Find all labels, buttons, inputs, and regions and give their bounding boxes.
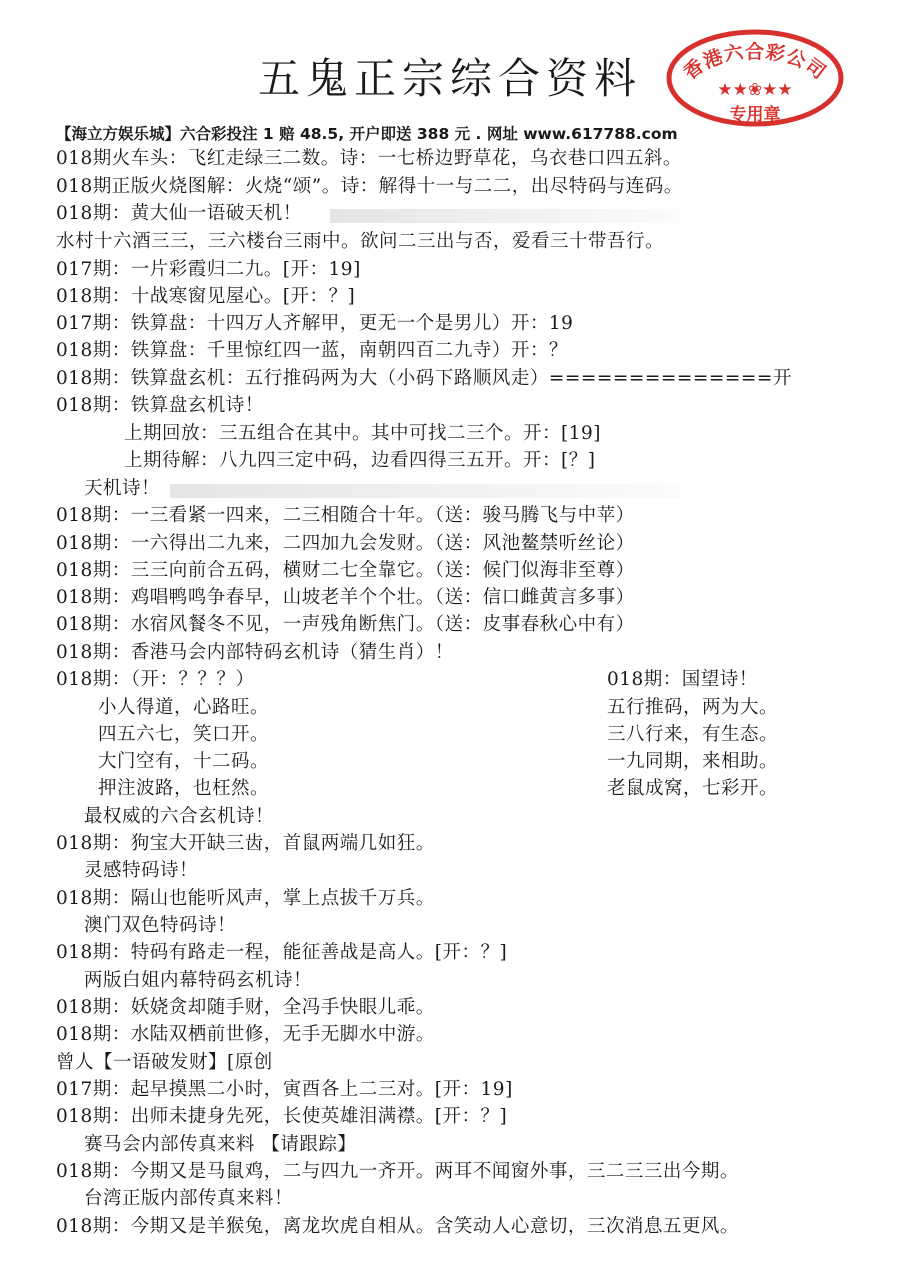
text-line: 018期：今期又是羊猴兔，离龙坎虎自相从。含笑动人心意切，三次消息五更风。 <box>56 1216 739 1237</box>
text-line: 018期：狗宝大开缺三齿，首鼠两端几如狂。 <box>56 833 435 854</box>
scan-smudge <box>170 484 680 498</box>
text-line: 017期：铁算盘：十四万人齐解甲，更无一个是男儿）开：19 <box>56 313 574 334</box>
text-line: 上期待解：八九四三定中码，边看四得三五开。开：[？] <box>124 450 596 471</box>
text-line: 018期：铁算盘：千里惊红四一蓝，南朝四百二九寺）开：？ <box>56 340 568 361</box>
section-heading: 赛马会内部传真来料 【请跟踪】 <box>84 1134 357 1155</box>
right-poem-line: 五行推码，两为大。 <box>607 697 779 718</box>
section-heading: 最权威的六合玄机诗！ <box>84 806 275 827</box>
text-line: 018期：铁算盘玄机：五行推码两为大（小码下路顺风走）==============开 <box>56 368 792 389</box>
stamp-company-text: 香港六合彩公司 <box>679 40 831 85</box>
poem-line: 四五六七，笑口开。 <box>98 724 270 745</box>
text-line: 018期：十战寒窗见屋心。[开：？] <box>56 286 356 307</box>
text-line: 水村十六酒三三，三六楼台三雨中。欲问二三出与否，爱看三十带吾行。 <box>56 231 665 252</box>
text-line: 018期：出师未捷身先死，长使英雄泪满襟。[开：？] <box>56 1106 508 1127</box>
text-line: 018期：隔山也能听风声，掌上点拔千万兵。 <box>56 888 435 909</box>
text-line: 上期回放：三五组合在其中。其中可找二三个。开：[19] <box>124 423 601 444</box>
text-line: 017期：一片彩霞归二九。[开：19] <box>56 259 361 280</box>
scan-smudge <box>330 209 680 223</box>
text-line: 018期：三三向前合五码，横财二七全靠它。（送：候门似海非至尊） <box>56 560 635 581</box>
company-seal-stamp <box>665 28 845 128</box>
right-poem-line: 一九同期，来相助。 <box>607 751 779 772</box>
stamp-label: 专用章 <box>729 105 781 125</box>
poem-line: 小人得道，心路旺。 <box>98 697 270 718</box>
section-heading: 两版白姐内幕特码玄机诗！ <box>84 970 313 991</box>
poem-line: 押注波路，也枉然。 <box>98 778 270 799</box>
page-title: 五鬼正宗综合资料 <box>257 54 642 103</box>
section-heading: 天机诗！ <box>84 478 161 499</box>
text-line: 018期：一三看紧一四来，二三相随合十年。（送：骏马腾飞与中苹） <box>56 505 635 526</box>
text-line: 018期：黄大仙一语破天机！ <box>56 203 302 224</box>
section-heading: 澳门双色特码诗！ <box>84 915 237 936</box>
text-line: 018期：（开：？？？） <box>56 669 255 690</box>
stamp-stars: ★★❀★★ <box>717 80 793 100</box>
right-poem-line: 三八行来，有生态。 <box>607 724 779 745</box>
text-line: 018期：特码有路走一程，能征善战是高人。[开：？] <box>56 942 508 963</box>
text-line: 018期：妖娆贪却随手财，全冯手快眼儿乖。 <box>56 997 435 1018</box>
text-line: 017期：起早摸黑二小时，寅酉各上二三对。[开：19] <box>56 1079 513 1100</box>
section-heading: 灵感特码诗！ <box>84 860 199 881</box>
right-poem-heading: 018期：国望诗！ <box>607 669 758 690</box>
svg-text:香港六合彩公司 <box>679 40 830 84</box>
text-line: 018期：香港马会内部特码玄机诗（猜生肖）！ <box>56 642 454 663</box>
text-line: 018期火车头：飞红走绿三二数。诗：一七桥边野草花，乌衣巷口四五斜。 <box>56 148 682 169</box>
section-heading: 台湾正版内部传真来料！ <box>84 1188 294 1209</box>
text-line: 018期：水陆双栖前世修，无手无脚水中游。 <box>56 1024 435 1045</box>
text-line: 018期正版火烧图解：火烧“颂”。诗：解得十一与二二，出尽特码与连码。 <box>56 176 683 197</box>
text-line: 018期：一六得出二九来，二四加九会发财。（送：风池鳌禁听丝论） <box>56 533 635 554</box>
poem-line: 大门空有，十二码。 <box>98 751 270 772</box>
section-heading: 曾人【一语破发财】[原创 <box>56 1052 273 1073</box>
right-poem-line: 老鼠成窝，七彩开。 <box>607 778 779 799</box>
text-line: 018期：铁算盘玄机诗！ <box>56 395 264 416</box>
text-line: 018期：鸡唱鸭鸣争春早，山坡老羊个个壮。（送：信口雌黄言多事） <box>56 587 635 608</box>
text-line: 018期：水宿风餐冬不见，一声残角断焦门。（送：皮事春秋心中有） <box>56 614 635 635</box>
text-line: 018期：今期又是马鼠鸡，二与四九一齐开。两耳不闻窗外事，三二三三出今期。 <box>56 1161 739 1182</box>
advertisement-line: 【海立方娱乐城】六合彩投注 1 赔 48.5, 开户即送 388 元 . 网址 www.617788.com <box>56 125 678 143</box>
